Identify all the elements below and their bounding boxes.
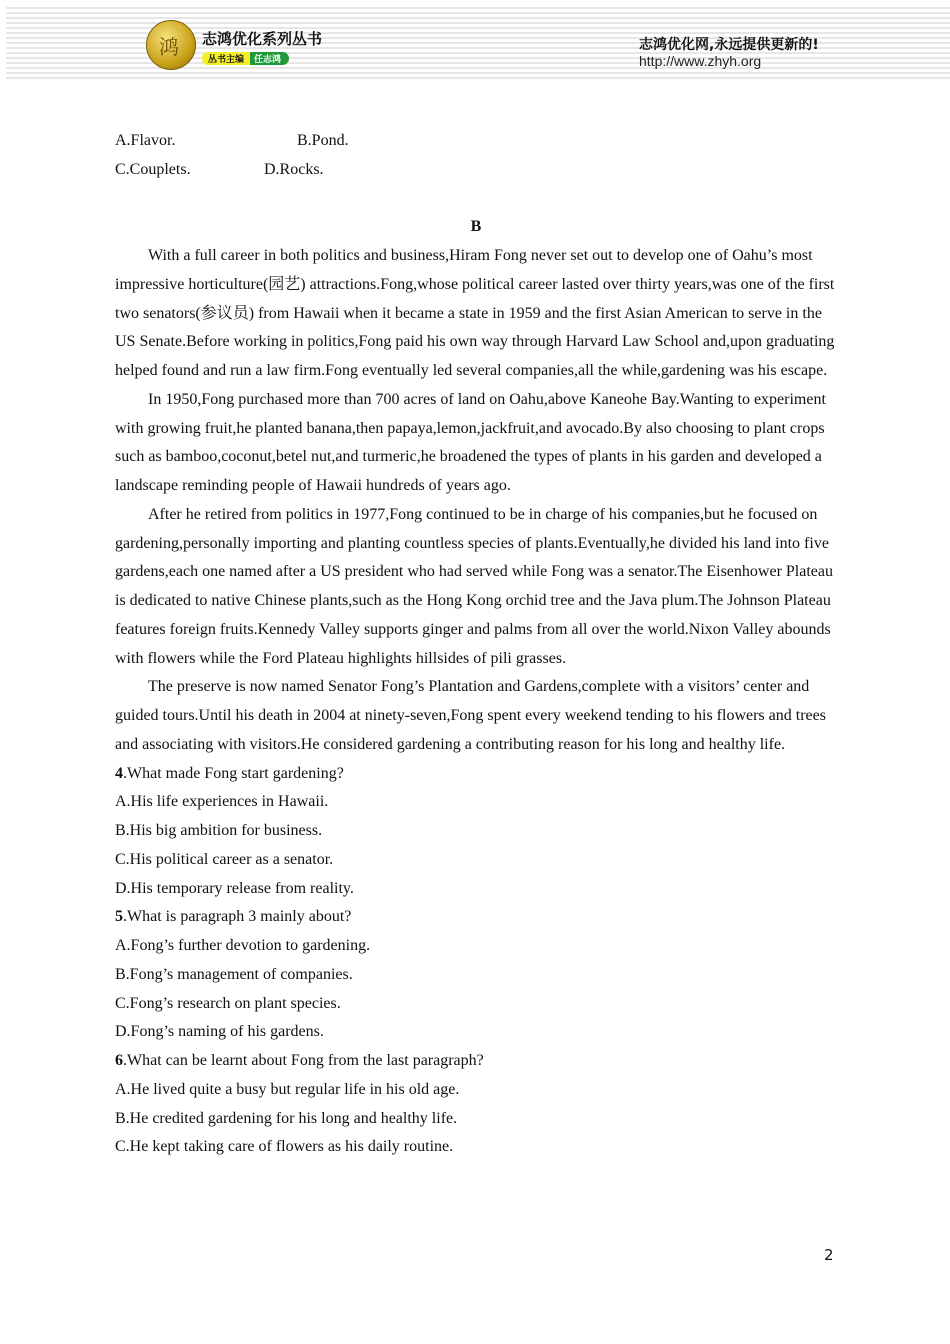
paragraph: With a full career in both politics and business,Hiram Fong never set out to develop one of Oahu’s most impressive horticulture(园艺) attractions.Fong,whose political career lasted over thirty years,was one of the first two senators(参议员) from Hawaii when it became a state in 1959 and the first Asian American to serve in the US Senate.Before working in politics,Fong paid his own way through Harvard Law School and,upon graduating helped found and run a law firm.Fong eventually led several companies,all the while,gardening was his escape. xyxy=(115,247,835,379)
option-d: D.Rocks. xyxy=(264,160,324,178)
question-4 xyxy=(115,760,837,789)
editor-name: 任志鸿 xyxy=(250,52,289,65)
question-number: 6 xyxy=(115,1052,123,1069)
paragraph: In 1950,Fong purchased more than 700 acres of land on Oahu,above Kaneohe Bay.Wanting to experiment with growing fruit,he planted banana,then papaya,lemon,jackfruit,and avocado.By also choosing to plant crops such as bamboo,coconut,betel nut,and turmeric,he broadened the types of plants in his garden and developed a landscape reminding people of Hawaii hundreds of years ago. xyxy=(115,390,826,494)
answer-option: A.He lived quite a busy but regular life in his old age. xyxy=(115,1080,460,1098)
site-url: http://www.zhyh.org xyxy=(639,53,762,69)
answer-option: B.He credited gardening for his long and healthy life. xyxy=(115,1109,458,1127)
question-text: .What can be learnt about Fong from the last paragraph? xyxy=(123,1052,484,1069)
option-b: B.Pond. xyxy=(297,132,349,149)
answer-option: B.Fong’s management of companies. xyxy=(115,965,353,983)
answer-option: C.His political career as a senator. xyxy=(115,850,334,868)
question-number: 5 xyxy=(115,908,123,926)
brand-title: 志鸿优化系列丛书 xyxy=(202,30,323,48)
section-heading: B xyxy=(470,218,482,236)
question-text: .What made Fong start gardening? xyxy=(123,764,344,782)
paragraph: After he retired from politics in 1977,Fong continued to be in charge of his companies,but he focused on gardening,personally importing and planting countless species of plants.Eventually,he divided his land into five gardens,each one named after a US president who had served while Fong was a senator.The Eisenhower Plateau is dedicated to native Chinese plants,such as the Hong Kong orchid tree and the Java plum.The Johnson Plateau features foreign fruits.Kennedy Valley supports ginger and palms from all over the world.Nixon Valley abounds with flowers while the Ford Plateau highlights hillsides of pili grasses. xyxy=(115,505,833,667)
slogan: 志鸿优化网,永远提供更新的! xyxy=(639,37,819,53)
answer-option: C.Fong’s research on plant species. xyxy=(115,994,341,1012)
option-a: A.Flavor. xyxy=(115,132,176,149)
paragraph: The preserve is now named Senator Fong’s Plantation and Gardens,complete with a visitors’ center and guided tours.Until his death in 2004 at ninety-seven,Fong spent every weekend tending to his flowers and trees and associating with visitors.He considered gardening a contributing reason for his long and healthy life. xyxy=(115,678,826,753)
answer-option: D.His temporary release from reality. xyxy=(115,879,354,897)
answer-option: B.His big ambition for business. xyxy=(115,822,323,839)
document-body xyxy=(115,127,837,1162)
question-5 xyxy=(115,903,837,932)
question-6 xyxy=(115,1047,837,1076)
seal-logo-icon: 鸿 xyxy=(146,20,196,70)
question-number: 4 xyxy=(115,764,123,782)
page-number: 2 xyxy=(824,1246,834,1264)
option-c: C.Couplets. xyxy=(115,160,191,178)
answer-option: D.Fong’s naming of his gardens. xyxy=(115,1023,324,1041)
page-header xyxy=(6,4,950,80)
question-text: .What is paragraph 3 mainly about? xyxy=(123,908,352,926)
answer-option: C.He kept taking care of flowers as his daily routine. xyxy=(115,1138,454,1156)
editor-tag xyxy=(202,52,289,65)
editor-tag-label: 丛书主编 xyxy=(202,52,250,65)
answer-option: A.Fong’s further devotion to gardening. xyxy=(115,937,371,954)
answer-option: A.His life experiences in Hawaii. xyxy=(115,793,329,811)
